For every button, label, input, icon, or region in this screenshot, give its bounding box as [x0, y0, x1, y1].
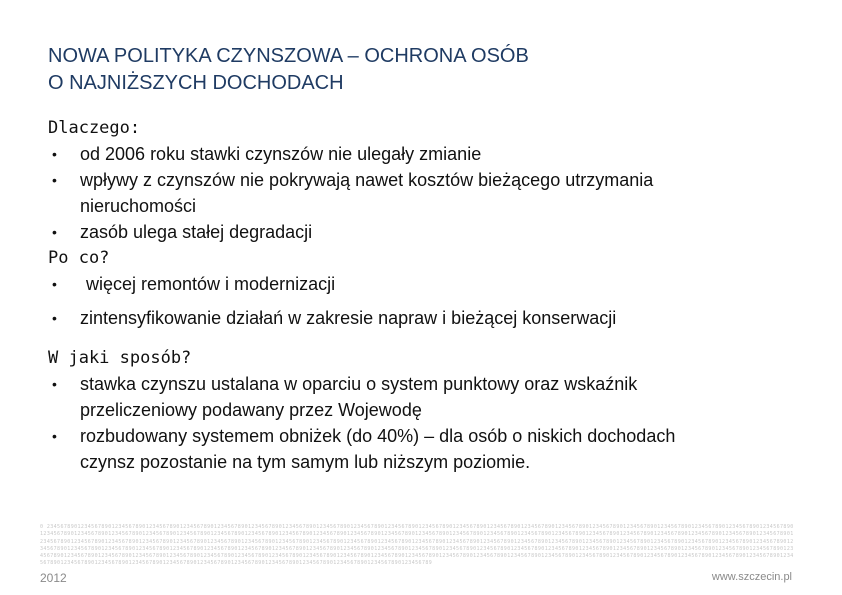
slide-content	[48, 115, 808, 475]
list-item-text: rozbudowany systemem obniżek (do 40%) – dla osób o niskich dochodach	[80, 426, 676, 446]
footer-url: www.szczecin.pl	[711, 571, 792, 583]
bullet-icon: •	[52, 172, 57, 188]
list-item-what-for-2	[48, 305, 808, 331]
list-item-text: od 2006 roku stawki czynszów nie ulegały zmianie	[80, 144, 482, 164]
list-item-text: czynsz pozostanie na tym samym lub niższym poziomie.	[80, 452, 531, 472]
list-item-why-2-continuation	[48, 193, 808, 219]
list-item-how-2	[48, 423, 808, 449]
bullet-icon: •	[52, 276, 57, 292]
list-item-text: stawka czynszu ustalana w oparciu o system punktowy oraz wskaźnik	[80, 374, 638, 394]
list-item-what-for-1	[48, 271, 808, 297]
footer-year: 2012	[40, 571, 67, 585]
slide-title-line-2: O NAJNIŻSZYCH DOCHODACH	[48, 72, 344, 94]
heading-what-for: Po co?	[48, 248, 110, 268]
list-item-text: przeliczeniowy podawany przez Wojewodę	[80, 400, 422, 420]
list-item-text: więcej remontów i modernizacji	[86, 274, 336, 294]
bullet-icon: •	[52, 310, 57, 326]
list-item-how-2-continuation	[48, 449, 808, 475]
bullet-icon: •	[52, 376, 57, 392]
list-item-why-2	[48, 167, 808, 193]
bullet-icon: •	[52, 146, 57, 162]
list-item-text: wpływy z czynszów nie pokrywają nawet kosztów bieżącego utrzymania	[80, 170, 654, 190]
list-item-how-1	[48, 371, 808, 397]
list-item-how-1-continuation	[48, 397, 808, 423]
slide-title-line-1: NOWA POLITYKA CZYNSZOWA – OCHRONA OSÓB	[48, 45, 529, 67]
footer-digit-pattern: 0 234567890123456789012345678901234567890123456789012345678901234567890123456789012345678901234567890123456789012345678901234567890123456789012345678901234567890123456789012345678901234567890123456789012345678901234567890123456789012345678901234567890123456789012345678901234567890123456789012345678901234567890123456789012345678901234567890123456789012345678901234567890123456789012345678901234567890123456789012345678901234567890123456789012345678901234567890123456789012345678901234567890123456789012345678901234567890123456789012345678901234567890123456789012345678901234567890123456789012345678901234567890123456789012345678901234567890123456789012345678901234567890123456789012345678901234567890123456789012345678901234567890123456789012345678901234567890123456789012345678901234567890123456789012345678901234567890123456789012345678901234567890123456789012345678901234567890123456789012345678901234567890123456789012345678901234567890123456789012345678901234567890123456789012345678901234567890123456789012345678901234567890123456789012345678901234567890123456789012345678901234567890123456789012345678901234567890123456789012345678901234567890123456789012345678901234567890123456789012345678901234567890123456789	[40, 524, 794, 567]
bullet-icon: •	[52, 224, 57, 240]
heading-why: Dlaczego:	[48, 118, 141, 138]
bullet-icon: •	[52, 428, 57, 444]
list-item-why-3	[48, 219, 808, 245]
list-item-text: zasób ulega stałej degradacji	[80, 222, 313, 242]
slide-title	[48, 43, 808, 97]
list-item-text: zintensyfikowanie działań w zakresie napraw i bieżącej konserwacji	[80, 308, 617, 328]
heading-how: W jaki sposób?	[48, 348, 192, 368]
list-item-why-1	[48, 141, 808, 167]
list-item-text: nieruchomości	[80, 196, 197, 216]
